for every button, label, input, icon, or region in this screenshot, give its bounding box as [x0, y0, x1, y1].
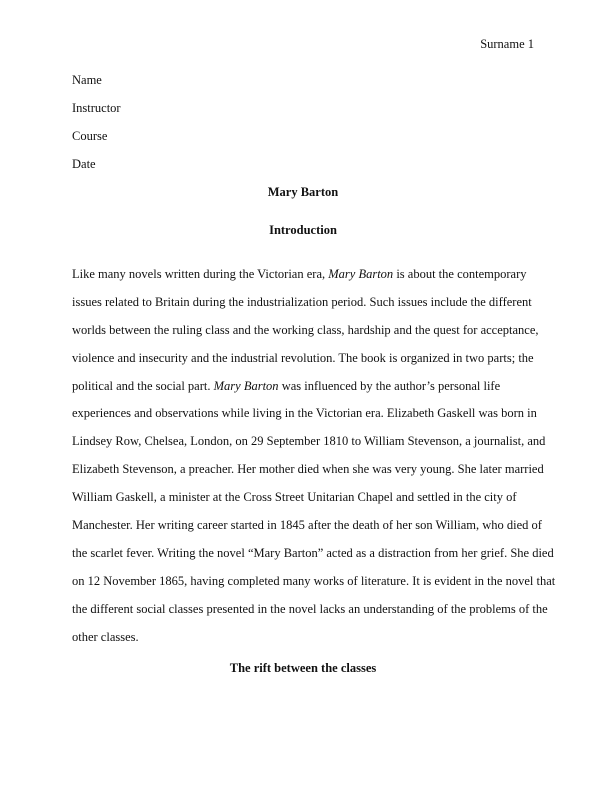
paragraph-line: [72, 456, 544, 484]
heading-name: Name: [72, 73, 102, 87]
paragraph-line: [72, 345, 534, 373]
line-text: was influenced by the author’s personal life: [278, 378, 501, 393]
line-text: worlds between the ruling class and the working class, hardship and the quest for acceptance,: [72, 322, 539, 337]
document-title: Mary Barton: [267, 185, 339, 199]
line-text: the scarlet fever. Writing the novel “Mary Barton” acted as a distraction from her grief. She died: [72, 545, 554, 560]
paragraph-line: [72, 400, 537, 428]
paragraph-line: [72, 596, 548, 624]
line-text: Elizabeth Stevenson, a preacher. Her mother died when she was very young. She later married: [72, 462, 544, 477]
line-text: experiences and observations while living in the Victorian era. Elizabeth Gaskell was born in: [72, 406, 537, 421]
paragraph-line: [72, 484, 534, 512]
line-text: is about the contemporary: [393, 267, 527, 281]
running-head: Surname 1: [480, 37, 534, 51]
line-text: the different social classes presented in the novel lacks an understanding of the problems of the: [72, 601, 548, 616]
paragraph-line: [72, 317, 539, 345]
italic-book-title: Mary Barton: [213, 378, 279, 393]
rift-section-heading: The rift between the classes: [229, 661, 377, 675]
line-text: issues related to Britain during the industrialization period. Such issues include the different: [72, 294, 532, 309]
paragraph-line: [72, 373, 534, 401]
paragraph-line: [72, 512, 542, 540]
line-text: Like many novels written during the Victorian era,: [72, 267, 329, 281]
paragraph-line: [72, 624, 534, 652]
paragraph-line: [72, 568, 556, 596]
line-text: William Gaskell, a minister at the Cross Street Unitarian Chapel and settled in the city of: [72, 490, 517, 505]
paragraph-line: [72, 540, 554, 568]
heading-course: Course: [72, 129, 108, 143]
heading-instructor: Instructor: [72, 101, 121, 115]
line-text: Manchester. Her writing career started in 1845 after the death of her son William, who died of: [72, 518, 542, 533]
student-heading-block: [72, 72, 121, 184]
paragraph-line: [72, 289, 534, 317]
italic-book-title: Mary Barton: [328, 267, 394, 281]
paragraph-line: [72, 428, 546, 456]
line-text: other classes.: [72, 629, 139, 644]
introduction-paragraph: [72, 261, 556, 651]
line-text: political and the social part.: [72, 378, 214, 393]
introduction-heading: Introduction: [269, 223, 337, 237]
line-text: on 12 November 1865, having completed many works of literature. It is evident in the novel that: [72, 573, 556, 588]
paragraph-line: [72, 261, 534, 289]
line-text: violence and insecurity and the industrial revolution. The book is organized in two parts; the: [72, 350, 534, 365]
line-text: Lindsey Row, Chelsea, London, on 29 September 1810 to William Stevenson, a journalist, and: [72, 434, 546, 449]
heading-date: Date: [72, 157, 96, 171]
